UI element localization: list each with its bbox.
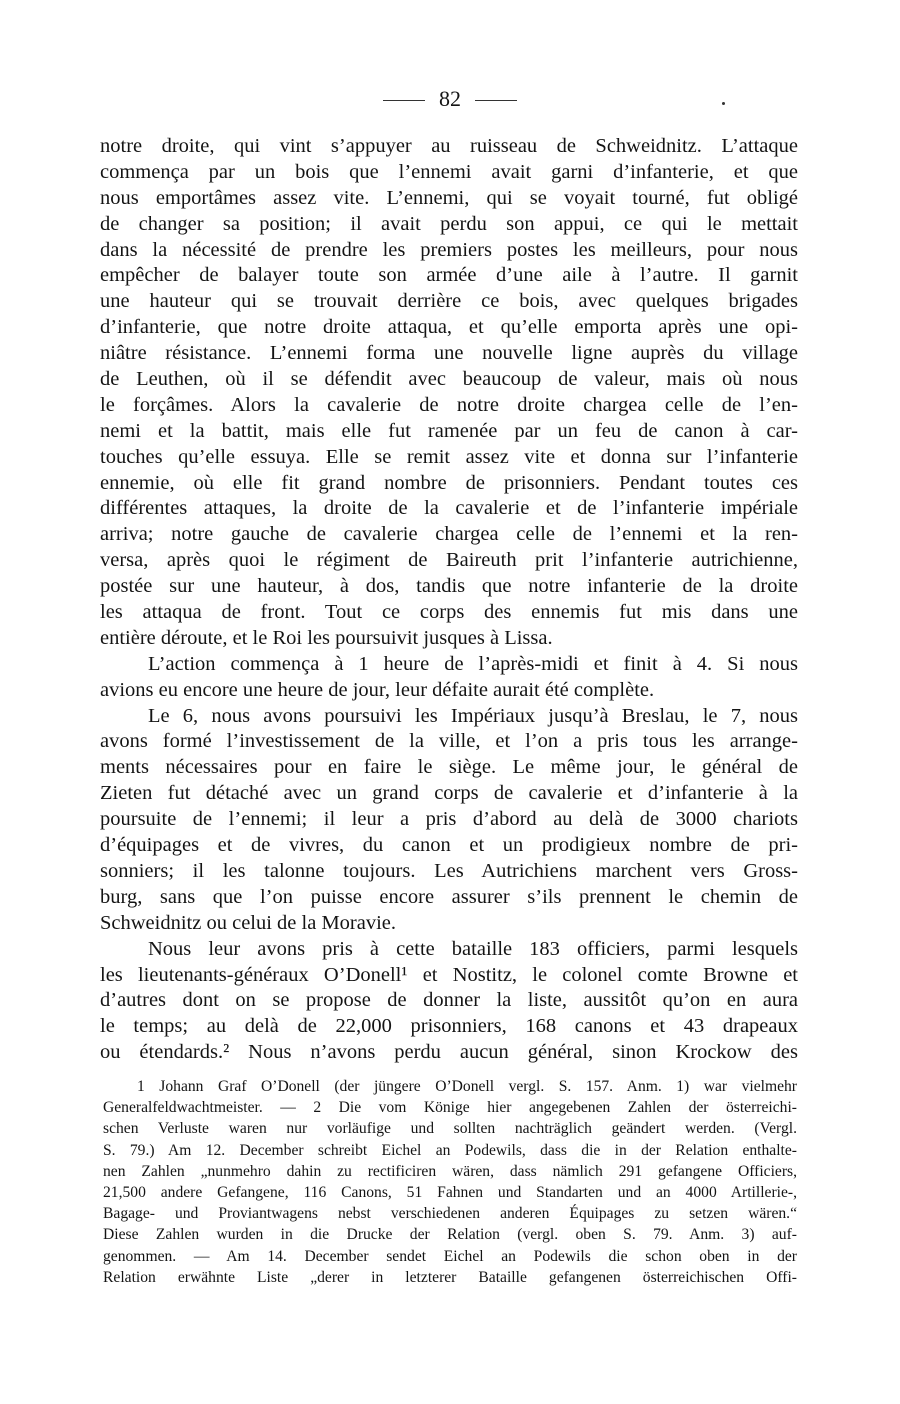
body-line: postée sur une hauteur, à dos, tandis que notre infanterie de la droite	[100, 575, 798, 598]
footnote-line: 1 Johann Graf O’Donell (der jüngere O’Donell vergl. S. 157. Anm. 1) war vielmehr	[137, 1078, 797, 1095]
header-rule-left	[383, 100, 425, 101]
footnote-line: Generalfeldwachtmeister. — 2 Die vom Könige hier angegebenen Zahlen der österreichi-	[103, 1099, 797, 1117]
body-line: différentes attaques, la droite de la cavalerie et de l’infanterie impériale	[100, 497, 798, 520]
footnote-line: Bagage- und Proviantwagens nebst verschiedenen anderen Équipages zu setzen wären.“	[103, 1205, 797, 1223]
body-line: L’action commença à 1 heure de l’après-midi et finit à 4. Si nous	[148, 652, 798, 675]
body-line: Schweidnitz ou celui de la Moravie.	[100, 911, 397, 934]
body-line: sonniers; il les talonne toujours. Les Autrichiens marchent vers Gross-	[100, 859, 798, 882]
header-rule-right	[475, 100, 517, 101]
body-line: le temps; au delà de 22,000 prisonniers, 168 canons et 43 drapeaux	[100, 1015, 798, 1038]
body-line: les lieutenants-généraux O’Donell¹ et Nostitz, le colonel comte Browne et	[100, 963, 798, 986]
body-line: Nous leur avons pris à cette bataille 183 officiers, parmi lesquels	[148, 937, 798, 960]
body-line: ennemie, où elle fit grand nombre de prisonniers. Pendant toutes ces	[100, 471, 798, 494]
body-line: Zieten fut détaché avec un grand corps de cavalerie et d’infanterie à la	[100, 782, 798, 805]
body-line: dans la nécessité de prendre les premiers postes les meilleurs, pour nous	[100, 238, 798, 261]
body-line: touches qu’elle essuya. Elle se remit assez vite et donna sur l’infanterie	[100, 445, 798, 468]
footnotes	[103, 1076, 797, 1288]
body-line: empêcher de balayer toute son armée d’une aile à l’autre. Il garnit	[100, 264, 798, 287]
body-line: le forçâmes. Alors la cavalerie de notre droite chargea celle de l’en-	[100, 393, 798, 416]
body-line: de changer sa position; il avait perdu son appui, ce qui le mettait	[100, 212, 798, 235]
body-line: une hauteur qui se trouvait derrière ce bois, avec quelques brigades	[100, 290, 798, 313]
body-line: niâtre résistance. L’ennemi forma une nouvelle ligne auprès du village	[100, 342, 798, 365]
body-line: versa, après quoi le régiment de Baireuth prit l’infanterie autrichienne,	[100, 549, 798, 572]
body-line: nemi et la battit, mais elle fut ramenée par un feu de canon à car-	[100, 419, 798, 442]
footnote-line: schen Verluste waren nur vorläufige und sollten nachträglich geändert werden. (Vergl.	[103, 1120, 797, 1138]
footnote-line: Relation erwähnte Liste „derer in letzterer Bataille gefangenen österreichischen Offi-	[103, 1268, 797, 1286]
body-line: les attaqua de front. Tout ce corps des ennemis fut mis dans une	[100, 601, 798, 624]
body-line: avons formé l’investissement de la ville, et l’on a pris tous les arrange-	[100, 730, 798, 753]
body-line: entière déroute, et le Roi les poursuivit jusques à Lissa.	[100, 626, 553, 649]
body-line: nous emportâmes assez vite. L’ennemi, qui se voyait tourné, fut obligé	[100, 186, 798, 209]
footnote-line: S. 79.) Am 12. December schreibt Eichel an Podewils, dass die in der Relation enthalte-	[103, 1141, 797, 1159]
body-text	[100, 134, 798, 1066]
body-line: d’infanterie, que notre droite attaqua, et qu’elle emporta après une opi-	[100, 316, 798, 339]
body-line: de Leuthen, où il se défendit avec beaucoup de valeur, mais où nous	[100, 368, 798, 391]
body-line: arriva; notre gauche de cavalerie chargea celle de l’ennemi et la ren-	[100, 523, 798, 546]
footnote-line: 21,500 andere Gefangene, 116 Canons, 51 Fahnen und Standarten und an 4000 Artillerie-,	[103, 1183, 797, 1201]
body-line: d’autres dont on se propose de donner la liste, aussitôt qu’on en aura	[100, 989, 798, 1012]
page-number: 82	[439, 86, 461, 111]
body-line: avions eu encore une heure de jour, leur défaite aurait été complète.	[100, 678, 655, 701]
header-speck	[722, 102, 725, 105]
body-line: poursuite de l’ennemi; il leur a pris d’abord au delà de 3000 chariots	[100, 808, 798, 831]
body-line: notre droite, qui vint s’appuyer au ruisseau de Schweidnitz. L’attaque	[100, 135, 798, 157]
body-line: Le 6, nous avons poursuivi les Impériaux jusqu’à Breslau, le 7, nous	[148, 704, 798, 727]
footnote-line: nen Zahlen „nunmehro dahin zu rectificiren wären, dass nämlich 291 gefangene Officiers,	[103, 1162, 797, 1180]
page-header	[0, 86, 900, 112]
body-line: d’équipages et de vivres, du canon et un prodigieux nombre de pri-	[100, 834, 798, 857]
body-line: burg, sans que l’on puisse encore assurer s’ils prennent le chemin de	[100, 885, 798, 908]
body-line: commença par un bois que l’ennemi avait garni d’infanterie, et que	[100, 160, 798, 183]
footnote-line: genommen. — Am 14. December sendet Eichel an Podewils die schon oben in der	[103, 1247, 797, 1265]
body-line: ments nécessaires pour en faire le siège. Le même jour, le général de	[100, 756, 798, 779]
footnote-line: Diese Zahlen wurden in die Drucke der Relation (vergl. oben S. 79. Anm. 3) auf-	[103, 1226, 797, 1244]
body-line: ou étendards.² Nous n’avons perdu aucun général, sinon Krockow des	[100, 1041, 798, 1064]
